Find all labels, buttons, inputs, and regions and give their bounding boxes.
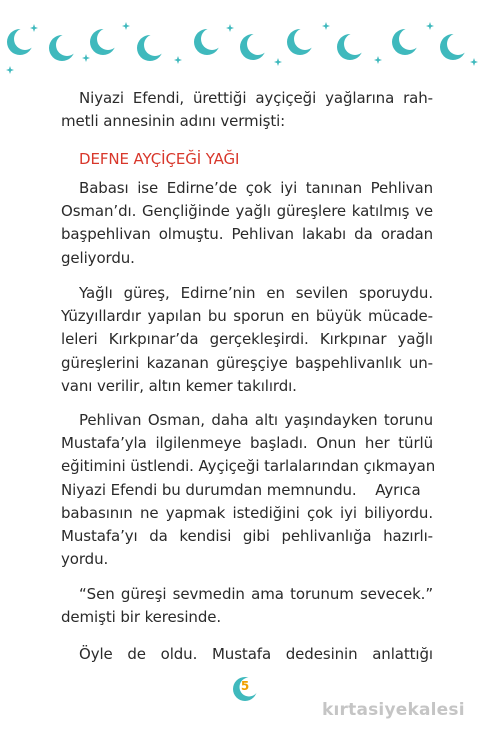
crescent-moon-icon <box>287 28 316 55</box>
paragraph-5 <box>61 583 433 629</box>
page-number: 5 <box>240 679 250 693</box>
crescent-moon-icon <box>440 33 469 60</box>
product-name-heading <box>61 148 433 171</box>
text-line: metli annesinin adını vermişti: <box>61 112 286 131</box>
text-line: başpehlivan olmuştu. Pehlivan lakabı da oradan <box>61 225 433 244</box>
text-line: Mustafa’yı da kendisi gibi pehlivanlığa hazırlı- <box>61 527 433 546</box>
star-icon <box>226 24 234 32</box>
star-icon <box>426 22 434 30</box>
crescent-moon-icon <box>90 28 119 55</box>
star-icon <box>174 56 182 64</box>
paragraph-4 <box>61 409 436 571</box>
text-line: DEFNE AYÇİÇEĞİ YAĞI <box>79 150 240 168</box>
text-line: Yüzyıllardır yapılan bu sporun en büyük mücade- <box>61 307 433 326</box>
star-icon <box>322 22 330 30</box>
star-icon <box>470 58 478 66</box>
page-number-badge <box>232 676 258 702</box>
text-line: Mustafa’yla ilgilenmeye başladı. Onun her türlü <box>61 434 433 453</box>
paragraph-3 <box>61 282 433 398</box>
text-line: geliyordu. <box>61 248 135 267</box>
crescent-moon-icon <box>137 34 166 61</box>
star-icon <box>374 56 382 64</box>
paragraph-2 <box>61 177 433 270</box>
text-line: güreşlerini kazanan güreşçiye başpehlivanlık un- <box>61 353 433 372</box>
text-line: babasının ne yapmak istediğini çok iyi biliyordu. <box>61 503 433 522</box>
text-line: Osman’dı. Gençliğinde yağlı güreşlere katılmış ve <box>61 202 433 221</box>
text-line: Niyazi Efendi, ürettiği ayçiçeği yağlarına rah- <box>79 89 433 107</box>
crescent-moon-icon <box>337 33 366 60</box>
crescent-moon-icon <box>49 34 78 61</box>
text-line: Babası ise Edirne’de çok iyi tanınan Pehlivan <box>79 179 433 197</box>
text-line: Yağlı güreş, Edirne’nin en sevilen sporuydu. <box>79 284 433 302</box>
text-line: vanı verilir, altın kemer takılırdı. <box>61 376 297 395</box>
crescent-moon-icon <box>240 33 269 60</box>
crescent-moon-icon <box>194 28 223 55</box>
watermark: kırtasiyekalesi <box>322 700 465 720</box>
text-line: Pehlivan Osman, daha altı yaşındayken torunu <box>79 411 433 429</box>
moon-star-border <box>0 0 490 80</box>
star-icon <box>122 22 130 30</box>
star-icon <box>274 58 282 66</box>
text-line: eğitimini üstlendi. Ayçiçeği tarlalarından çıkmayan <box>61 457 436 476</box>
text-line: Öyle de oldu. Mustafa dedesinin anlattığı <box>79 645 433 663</box>
text-line: Niyazi Efendi bu durumdan memnundu. Ayrıca <box>61 480 421 499</box>
star-icon <box>82 54 90 62</box>
text-line: demişti bir keresinde. <box>61 608 222 627</box>
star-icon <box>6 66 14 74</box>
text-line: yordu. <box>61 550 109 569</box>
crescent-moon-icon <box>392 28 421 55</box>
crescent-moon-icon <box>7 28 36 55</box>
text-line: “Sen güreşi sevmedin ama torunum sevecek.” <box>79 585 433 603</box>
text-line: leleri Kırkpınar’da gerçekleşirdi. Kırkpınar yağlı <box>61 330 433 349</box>
paragraph-6 <box>61 643 433 666</box>
paragraph-1 <box>61 87 433 133</box>
